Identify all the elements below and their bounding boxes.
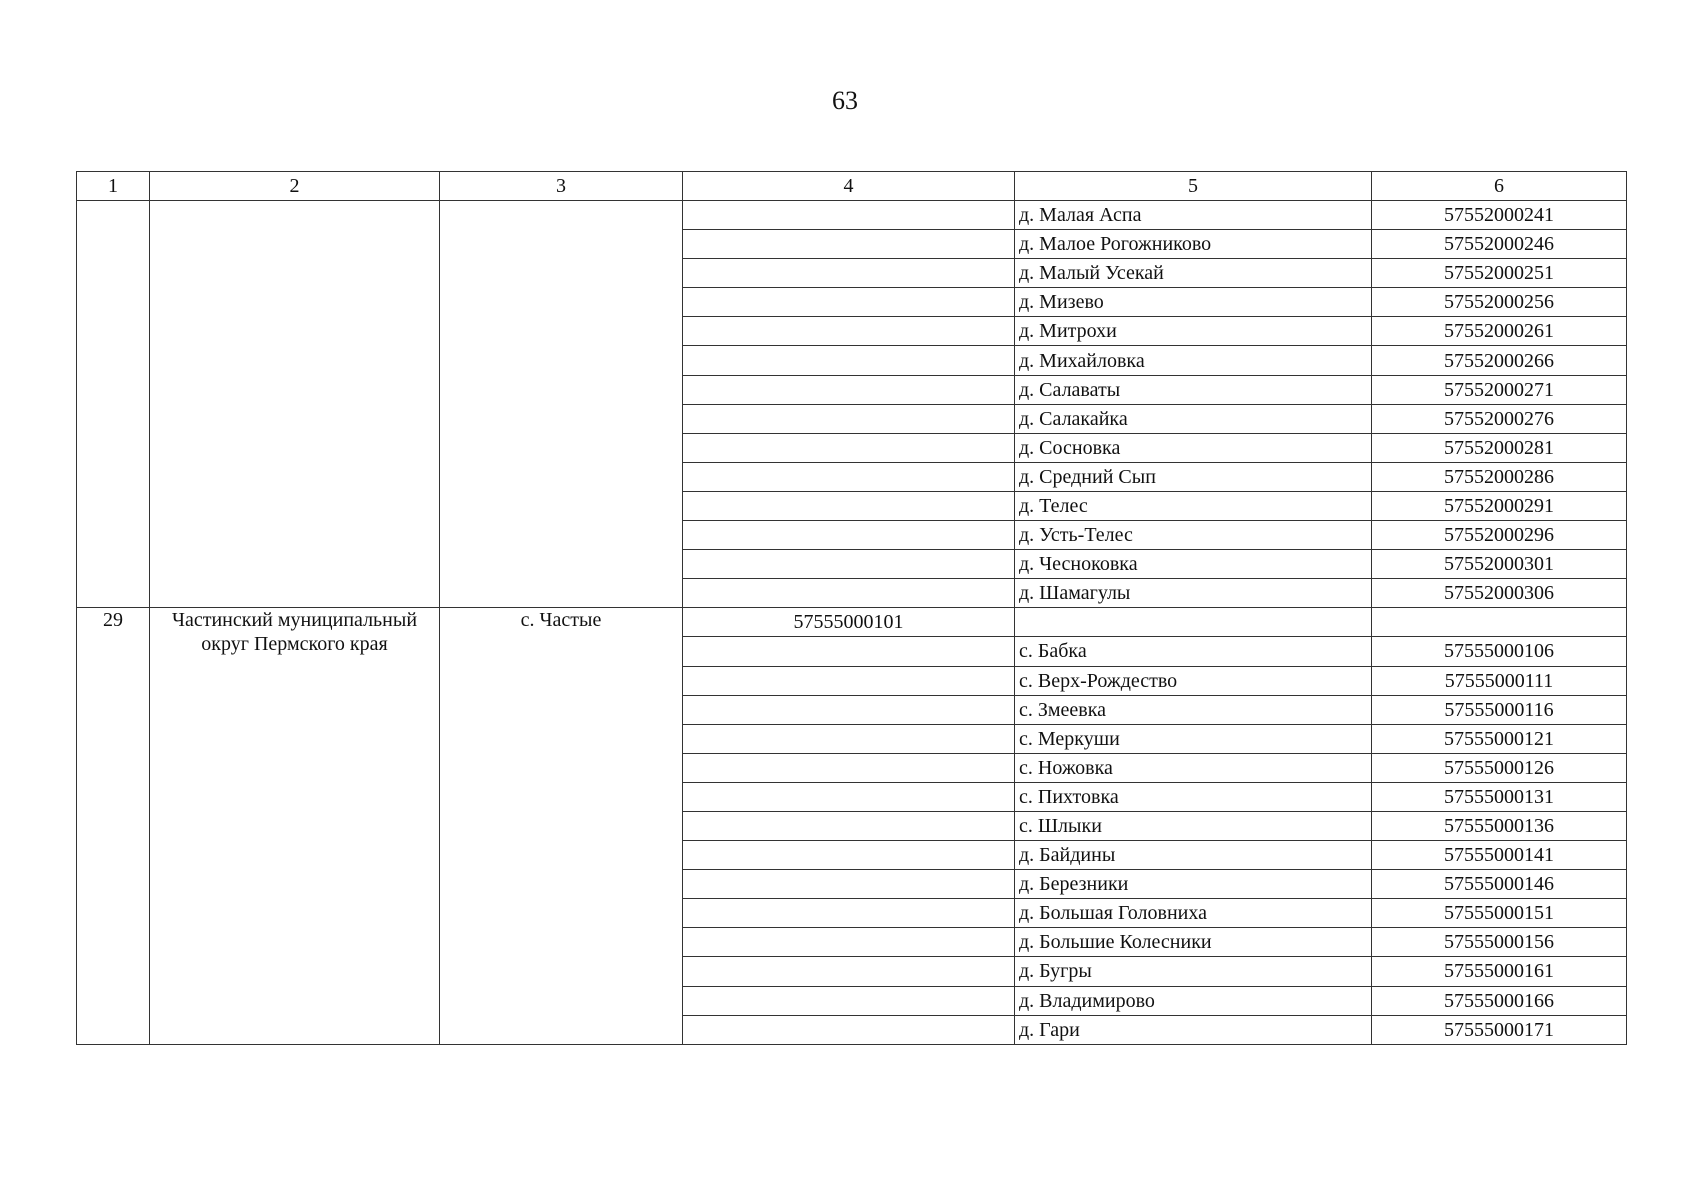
row-number: 29 — [77, 608, 150, 1044]
center-oktmo-cell — [683, 317, 1015, 346]
center-oktmo-cell — [683, 724, 1015, 753]
settlement-name: д. Михайловка — [1015, 346, 1372, 375]
column-header: 2 — [150, 172, 440, 201]
settlement-name: д. Гари — [1015, 1015, 1372, 1044]
settlement-name: д. Усть-Телес — [1015, 521, 1372, 550]
page-number: 63 — [832, 86, 858, 115]
settlement-name: д. Салакайка — [1015, 404, 1372, 433]
row-number-cell — [77, 201, 150, 608]
center-oktmo-cell — [683, 230, 1015, 259]
settlement-oktmo: 57552000256 — [1372, 288, 1627, 317]
center-oktmo-cell — [683, 491, 1015, 520]
settlement-name: д. Телес — [1015, 491, 1372, 520]
settlement-name: с. Бабка — [1015, 637, 1372, 666]
center-oktmo-cell — [683, 433, 1015, 462]
center-cell — [440, 201, 683, 608]
center-oktmo-cell — [683, 1015, 1015, 1044]
settlement-oktmo: 57552000241 — [1372, 201, 1627, 230]
settlement-name: д. Шамагулы — [1015, 579, 1372, 608]
settlement-oktmo: 57555000171 — [1372, 1015, 1627, 1044]
center-oktmo-cell — [683, 462, 1015, 491]
center-oktmo-cell — [683, 870, 1015, 899]
settlement-oktmo: 57552000276 — [1372, 404, 1627, 433]
column-header: 3 — [440, 172, 683, 201]
center-oktmo-cell — [683, 404, 1015, 433]
settlement-oktmo: 57552000306 — [1372, 579, 1627, 608]
district-name: Частинский муниципальный округ Пермского края — [150, 608, 440, 1044]
settlement-name: д. Средний Сып — [1015, 462, 1372, 491]
settlement-name: д. Малый Усекай — [1015, 259, 1372, 288]
settlement-oktmo: 57552000291 — [1372, 491, 1627, 520]
center-oktmo-cell — [683, 550, 1015, 579]
settlement-oktmo — [1372, 608, 1627, 637]
settlement-name: с. Змеевка — [1015, 695, 1372, 724]
settlement-oktmo: 57555000161 — [1372, 957, 1627, 986]
table-row — [77, 201, 1627, 230]
center-oktmo-cell — [683, 782, 1015, 811]
settlement-name: д. Мизево — [1015, 288, 1372, 317]
settlement-name: д. Бугры — [1015, 957, 1372, 986]
settlements-table — [76, 171, 1627, 1045]
settlement-oktmo: 57552000251 — [1372, 259, 1627, 288]
settlement-oktmo: 57555000146 — [1372, 870, 1627, 899]
settlement-oktmo: 57552000266 — [1372, 346, 1627, 375]
center-oktmo-cell — [683, 841, 1015, 870]
settlement-name: д. Малая Аспа — [1015, 201, 1372, 230]
center-oktmo-cell — [683, 666, 1015, 695]
district-cell — [150, 201, 440, 608]
settlement-name: д. Митрохи — [1015, 317, 1372, 346]
settlement-name: с. Ножовка — [1015, 753, 1372, 782]
center-oktmo-cell — [683, 928, 1015, 957]
settlement-name: с. Меркуши — [1015, 724, 1372, 753]
column-header: 5 — [1015, 172, 1372, 201]
settlement-oktmo: 57555000111 — [1372, 666, 1627, 695]
center-oktmo-cell — [683, 637, 1015, 666]
column-header: 6 — [1372, 172, 1627, 201]
settlement-name: д. Большие Колесники — [1015, 928, 1372, 957]
settlement-name: д. Байдины — [1015, 841, 1372, 870]
column-header: 4 — [683, 172, 1015, 201]
settlement-oktmo: 57555000121 — [1372, 724, 1627, 753]
settlement-oktmo: 57555000141 — [1372, 841, 1627, 870]
settlement-name — [1015, 608, 1372, 637]
settlement-oktmo: 57555000131 — [1372, 782, 1627, 811]
settlement-name: д. Владимирово — [1015, 986, 1372, 1015]
settlement-name: д. Малое Рогожниково — [1015, 230, 1372, 259]
settlement-oktmo: 57552000271 — [1372, 375, 1627, 404]
settlement-name: д. Большая Головниха — [1015, 899, 1372, 928]
center-oktmo-cell — [683, 986, 1015, 1015]
settlement-name: с. Пихтовка — [1015, 782, 1372, 811]
center-oktmo-cell — [683, 899, 1015, 928]
settlement-oktmo: 57552000246 — [1372, 230, 1627, 259]
settlement-oktmo: 57552000296 — [1372, 521, 1627, 550]
center-oktmo-cell — [683, 753, 1015, 782]
settlement-name: с. Шлыки — [1015, 811, 1372, 840]
settlement-oktmo: 57555000106 — [1372, 637, 1627, 666]
settlement-name: д. Сосновка — [1015, 433, 1372, 462]
settlement-oktmo: 57555000166 — [1372, 986, 1627, 1015]
center-oktmo-cell — [683, 346, 1015, 375]
center-oktmo-cell — [683, 695, 1015, 724]
administrative-center: с. Частые — [440, 608, 683, 1044]
settlement-name: д. Салаваты — [1015, 375, 1372, 404]
settlement-name: д. Березники — [1015, 870, 1372, 899]
settlement-oktmo: 57555000151 — [1372, 899, 1627, 928]
center-oktmo-cell — [683, 811, 1015, 840]
settlement-oktmo: 57552000301 — [1372, 550, 1627, 579]
center-oktmo-cell — [683, 957, 1015, 986]
settlement-oktmo: 57555000136 — [1372, 811, 1627, 840]
settlement-oktmo: 57552000281 — [1372, 433, 1627, 462]
center-oktmo-cell — [683, 288, 1015, 317]
center-oktmo: 57555000101 — [683, 608, 1015, 637]
center-oktmo-cell — [683, 579, 1015, 608]
center-oktmo-cell — [683, 375, 1015, 404]
table-row — [77, 608, 1627, 637]
center-oktmo-cell — [683, 201, 1015, 230]
settlement-oktmo: 57555000116 — [1372, 695, 1627, 724]
column-header: 1 — [77, 172, 150, 201]
settlement-oktmo: 57555000156 — [1372, 928, 1627, 957]
settlement-oktmo: 57552000286 — [1372, 462, 1627, 491]
settlement-oktmo: 57555000126 — [1372, 753, 1627, 782]
center-oktmo-cell — [683, 521, 1015, 550]
settlement-oktmo: 57552000261 — [1372, 317, 1627, 346]
settlement-name: с. Верх-Рождество — [1015, 666, 1372, 695]
column-number-row — [77, 172, 1627, 201]
center-oktmo-cell — [683, 259, 1015, 288]
settlement-name: д. Чесноковка — [1015, 550, 1372, 579]
